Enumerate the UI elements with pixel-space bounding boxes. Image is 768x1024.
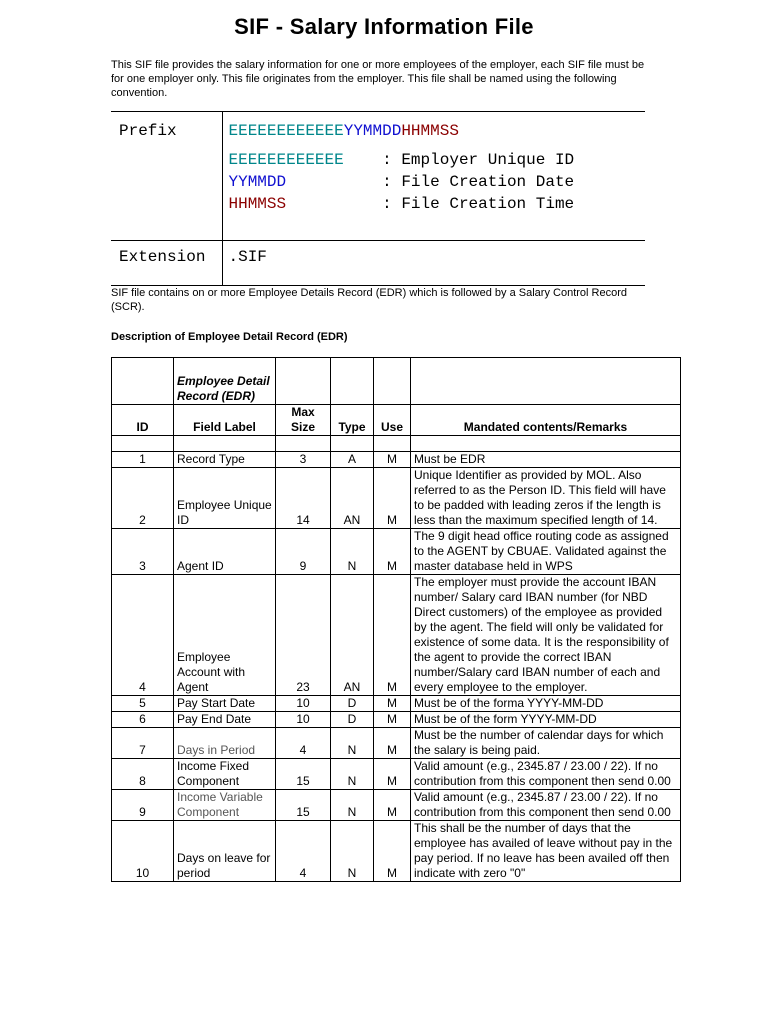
row-max-size: 9 [276, 529, 331, 575]
edr-table [111, 357, 681, 882]
row-type: N [331, 529, 374, 575]
row-type: A [331, 452, 374, 468]
row-field-label: Income Fixed Component [174, 759, 276, 790]
row-id: 2 [112, 468, 174, 529]
row-max-size: 3 [276, 452, 331, 468]
row-use: M [374, 712, 411, 728]
row-remarks: The employer must provide the account IBAN number/ Salary card IBAN number (for NBD Direct customers) of the employee as provided by the agent. The field will only be validated for existence of some data. It is the responsibility of the agent to provide the correct IBAN number/Salary card IBAN number of each and every employee to the employer. [411, 575, 681, 696]
row-id: 8 [112, 759, 174, 790]
legend-line-employer [229, 149, 646, 171]
row-id: 10 [112, 821, 174, 882]
row-field-label: Pay End Date [174, 712, 276, 728]
row-remarks: The 9 digit head office routing code as assigned to the AGENT by CBUAE. Validated against the master database held in WPS [411, 529, 681, 575]
header-type: Type [331, 405, 374, 436]
table-row [112, 712, 681, 728]
row-use: M [374, 575, 411, 696]
legend-line-date [229, 171, 646, 193]
row-field-label: Days in Period [174, 728, 276, 759]
header-use: Use [374, 405, 411, 436]
row-type: D [331, 712, 374, 728]
pattern-employer: EEEEEEEEEEEE [228, 122, 344, 140]
extension-row [111, 241, 645, 286]
header-field-label: Field Label [174, 405, 276, 436]
table-row [112, 529, 681, 575]
edr-section-title: Employee Detail Record (EDR) [174, 358, 276, 405]
legend-code-employer: EEEEEEEEEEEE [228, 151, 344, 169]
sif-note-paragraph: SIF file contains on or more Employee Details Record (EDR) which is followed by a Salary Control Record (SCR). [111, 287, 627, 313]
prefix-row [111, 112, 645, 241]
prefix-value [222, 112, 645, 241]
legend-desc-date: : File Creation Date [382, 173, 575, 191]
table-row [112, 575, 681, 696]
extension-label: Extension [111, 241, 222, 286]
row-id: 1 [112, 452, 174, 468]
row-type: AN [331, 575, 374, 696]
row-id: 6 [112, 712, 174, 728]
row-remarks: Must be EDR [411, 452, 681, 468]
row-field-label: Employee Unique ID [174, 468, 276, 529]
edr-title-row [112, 358, 681, 405]
row-field-label: Employee Account with Agent [174, 575, 276, 696]
row-remarks: Must be of the forma YYYY-MM-DD [411, 696, 681, 712]
row-field-label: Agent ID [174, 529, 276, 575]
naming-convention-table [111, 111, 645, 286]
table-row [112, 696, 681, 712]
row-max-size: 10 [276, 696, 331, 712]
row-id: 5 [112, 696, 174, 712]
legend-desc-employer: : Employer Unique ID [382, 151, 575, 169]
legend-desc-time: : File Creation Time [382, 195, 575, 213]
row-use: M [374, 452, 411, 468]
row-max-size: 10 [276, 712, 331, 728]
table-row [112, 452, 681, 468]
row-type: D [331, 696, 374, 712]
edr-section-heading: Description of Employee Detail Record (EDR) [111, 331, 348, 343]
row-id: 7 [112, 728, 174, 759]
table-row [112, 790, 681, 821]
row-id: 9 [112, 790, 174, 821]
row-use: M [374, 728, 411, 759]
edr-spacer-row [112, 436, 681, 452]
page-title: SIF - Salary Information File [234, 14, 534, 39]
row-remarks: Valid amount (e.g., 2345.87 / 23.00 / 22). If no contribution from this component then send 0.00 [411, 759, 681, 790]
row-max-size: 14 [276, 468, 331, 529]
row-remarks: Unique Identifier as provided by MOL. Also referred to as the Person ID. This field will have to be padded with leading zeros if the length is less than the maximum specified length of 14. [411, 468, 681, 529]
filename-pattern [229, 122, 646, 140]
legend-code-time: HHMMSS [228, 195, 287, 213]
row-field-label: Pay Start Date [174, 696, 276, 712]
row-max-size: 15 [276, 790, 331, 821]
row-max-size: 23 [276, 575, 331, 696]
extension-value: .SIF [228, 248, 267, 266]
row-type: N [331, 759, 374, 790]
intro-paragraph: This SIF file provides the salary information for one or more employees of the employer, each SIF file must be for one employer only. This file originates from the employer. This file shall be named using the following convention. [111, 59, 645, 99]
row-field-label: Record Type [174, 452, 276, 468]
row-use: M [374, 529, 411, 575]
row-max-size: 4 [276, 728, 331, 759]
legend-line-time [229, 193, 646, 215]
pattern-time: HHMMSS [401, 122, 459, 140]
row-remarks: Valid amount (e.g., 2345.87 / 23.00 / 22). If no contribution from this component then send 0.00 [411, 790, 681, 821]
table-row [112, 759, 681, 790]
row-id: 4 [112, 575, 174, 696]
row-remarks: Must be of the form YYYY-MM-DD [411, 712, 681, 728]
row-use: M [374, 696, 411, 712]
header-remarks: Mandated contents/Remarks [411, 405, 681, 436]
row-field-label: Income Variable Component [174, 790, 276, 821]
row-type: AN [331, 468, 374, 529]
row-use: M [374, 790, 411, 821]
row-id: 3 [112, 529, 174, 575]
table-row [112, 821, 681, 882]
row-type: N [331, 790, 374, 821]
row-type: N [331, 728, 374, 759]
legend-code-date: YYMMDD [228, 173, 287, 191]
prefix-label: Prefix [111, 112, 222, 241]
pattern-date: YYMMDD [343, 122, 402, 140]
edr-header-row [112, 405, 681, 436]
row-max-size: 4 [276, 821, 331, 882]
row-field-label: Days on leave for period [174, 821, 276, 882]
row-remarks: Must be the number of calendar days for which the salary is being paid. [411, 728, 681, 759]
header-id: ID [112, 405, 174, 436]
table-row [112, 728, 681, 759]
row-type: N [331, 821, 374, 882]
header-max-size: Max Size [276, 405, 331, 436]
row-use: M [374, 759, 411, 790]
row-use: M [374, 468, 411, 529]
row-max-size: 15 [276, 759, 331, 790]
row-remarks: This shall be the number of days that the employee has availed of leave without pay in the pay period. If no leave has been availed off then indicate with zero "0" [411, 821, 681, 882]
table-row [112, 468, 681, 529]
row-use: M [374, 821, 411, 882]
